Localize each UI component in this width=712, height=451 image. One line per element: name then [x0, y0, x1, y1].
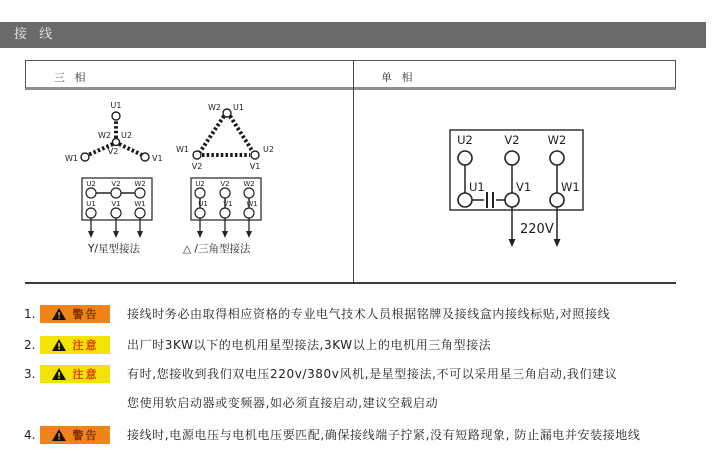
terminal-label: W1	[561, 180, 580, 194]
terminal-label: W2	[208, 103, 221, 112]
note-item-1	[24, 305, 702, 323]
warning-badge	[40, 426, 110, 444]
delta-lead-arrowheads	[197, 231, 252, 238]
section-header	[0, 22, 706, 48]
note-text	[127, 365, 617, 412]
section-title: 接 线	[14, 27, 57, 42]
terminal-label: U1	[469, 180, 485, 194]
note-line: 您使用软启动器或变频器,如必须直接启动,建议空载启动	[127, 396, 439, 410]
note-line: 接线时务必由取得相应资格的专业电气技术人员根据铭牌及接线盒内接线标贴,对照接线	[127, 307, 611, 321]
badge-label: 注意	[72, 338, 99, 352]
delta-schematic	[176, 103, 274, 171]
terminal-circles	[458, 151, 564, 207]
terminal-label: U1	[198, 200, 208, 208]
terminal-label: W2	[134, 180, 146, 188]
column-header-single-phase: 单 相	[381, 71, 416, 84]
terminal-label: W1	[65, 154, 78, 163]
note-number: 3.	[24, 367, 36, 381]
note-number: 2.	[24, 338, 36, 352]
terminal-label: U2	[121, 131, 132, 140]
delta-winding-lines	[200, 116, 253, 155]
note-line: 接线时,电源电压与电机电压要匹配,确保接线端子拧紧,没有短路现象, 防止漏电并安装接地线	[127, 428, 641, 442]
caution-badge	[40, 365, 110, 383]
note-text	[127, 336, 491, 354]
note-item-2	[24, 336, 702, 354]
terminal-label: U1	[233, 103, 244, 112]
lead-arrowheads	[509, 239, 561, 247]
terminal-label: U2	[86, 180, 96, 188]
voltage-label: 220V	[520, 222, 554, 237]
svg-text:!: !	[56, 342, 61, 351]
note-item-4	[24, 426, 702, 444]
terminal-label: U2	[263, 145, 274, 154]
note-line: 有时,您接收到我们双电压220v/380v风机,是星型接法,不可以采用星三角启动,我们建议	[127, 367, 618, 381]
star-terminal-box	[82, 178, 152, 238]
caution-badge	[40, 336, 110, 354]
table-bottom-border	[25, 282, 676, 284]
wiring-table	[25, 60, 676, 284]
column-header-three-phase: 三 相	[54, 71, 89, 84]
warning-triangle-icon	[52, 308, 66, 320]
terminal-label: W2	[547, 133, 567, 147]
svg-text:!: !	[56, 432, 61, 441]
note-number: 1.	[24, 307, 36, 321]
terminal-label: W2	[98, 131, 111, 140]
badge-label: 注意	[72, 367, 99, 381]
terminal-label: V1	[152, 154, 163, 163]
note-text	[127, 426, 640, 444]
warning-triangle-icon	[52, 429, 66, 441]
terminal-label: V1	[223, 200, 233, 208]
capacitor-branch	[472, 192, 505, 208]
badge-label: 警告	[72, 307, 99, 321]
single-phase-diagram	[353, 92, 676, 282]
star-schematic	[65, 101, 163, 163]
terminal-label: V2	[107, 147, 119, 156]
delta-terminal-box	[191, 178, 261, 238]
terminal-label: W2	[243, 180, 255, 188]
terminal-label: U1	[86, 200, 96, 208]
terminal-label: U2	[195, 180, 205, 188]
terminal-label: U2	[457, 133, 473, 147]
star-caption: Y/星型接法	[88, 243, 140, 255]
terminal-label: V2	[504, 133, 520, 147]
delta-terminal-circles	[193, 109, 259, 159]
terminal-label: V2	[111, 180, 121, 188]
warning-badge	[40, 305, 110, 323]
badge-label: 警告	[72, 428, 99, 442]
terminal-label: V1	[516, 180, 532, 194]
terminal-label: U1	[110, 101, 122, 110]
star-lead-arrowheads	[88, 231, 143, 238]
terminal-label: W1	[176, 145, 189, 154]
svg-text:!: !	[56, 311, 61, 320]
note-text	[127, 305, 610, 323]
three-phase-diagrams	[25, 92, 353, 282]
warning-triangle-icon	[52, 339, 66, 351]
svg-text:!: !	[56, 371, 61, 380]
terminal-label: V1	[249, 162, 261, 171]
note-item-3	[24, 365, 702, 412]
terminal-label: V2	[220, 180, 230, 188]
terminal-label: W1	[134, 200, 146, 208]
terminal-label: W1	[246, 200, 258, 208]
warning-triangle-icon	[52, 368, 66, 380]
note-number: 4.	[24, 428, 36, 442]
terminal-label: V1	[111, 200, 121, 208]
note-line: 出厂时3KW以下的电机用星型接法,3KW以上的电机用三角型接法	[127, 338, 492, 352]
table-header-row	[25, 60, 676, 90]
delta-caption: △ /三角型接法	[183, 243, 251, 255]
terminal-label: V2	[191, 162, 203, 171]
